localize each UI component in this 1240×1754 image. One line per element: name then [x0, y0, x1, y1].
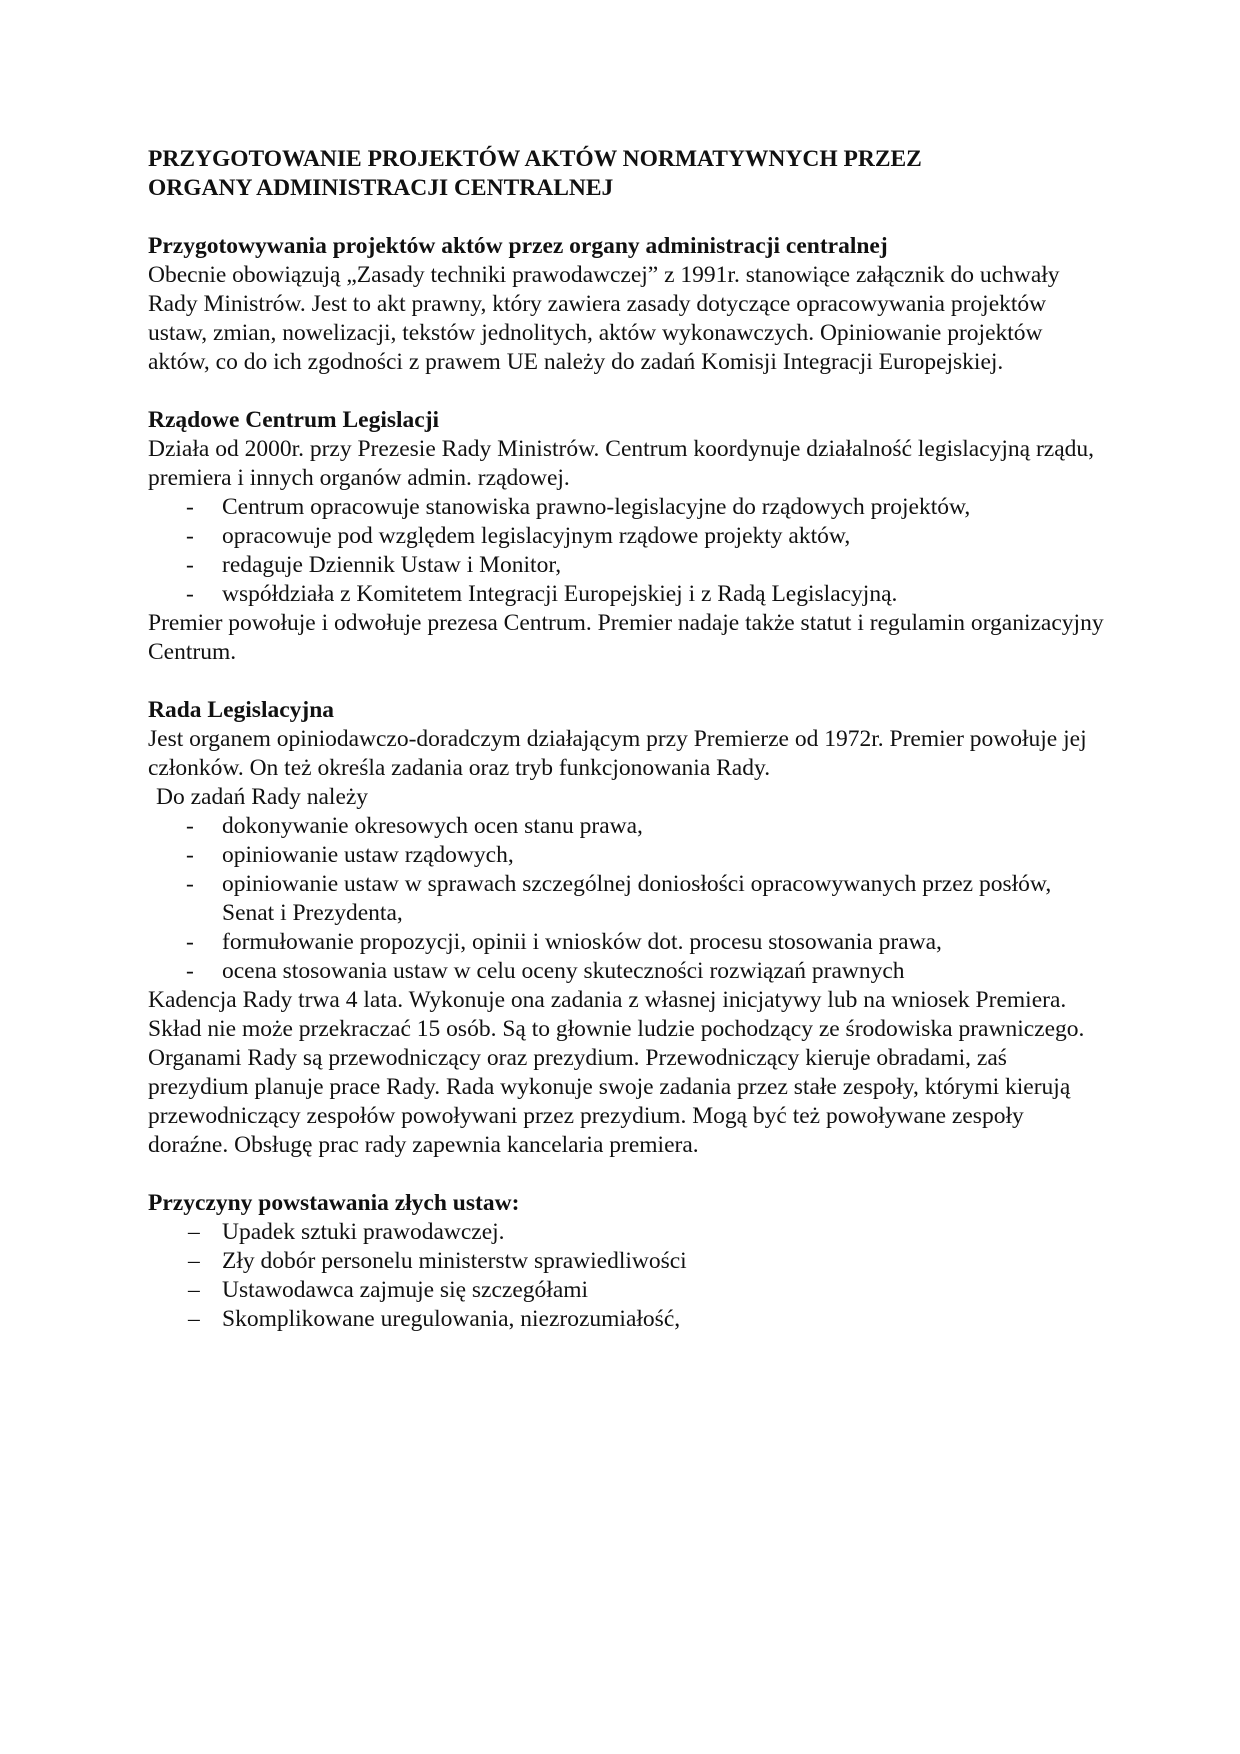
list-item: [148, 1218, 1108, 1247]
list-item-text: ocena stosowania ustaw w celu oceny skuteczności rozwiązań prawnych: [222, 958, 905, 984]
list-item-text: Upadek sztuki prawodawczej.: [222, 1219, 505, 1245]
list-item: [148, 928, 1108, 957]
list-item-text: Ustawodawca zajmuje się szczegółami: [222, 1277, 589, 1303]
bullet-marker: -: [186, 958, 194, 984]
title-line-2: ORGANY ADMINISTRACJI CENTRALNEJ: [148, 175, 614, 201]
bullet-marker: –: [188, 1277, 200, 1303]
section-outro: Premier powołuje i odwołuje prezesa Centrum. Premier nadaje także statut i regulamin organizacyjny Centrum.: [148, 610, 1104, 665]
document-page: [148, 145, 1108, 1334]
list-item: [148, 522, 1108, 551]
list-item-text: Centrum opracowuje stanowiska prawno-legislacyjne do rządowych projektów,: [222, 494, 971, 520]
section-projects: [148, 232, 1108, 377]
section-intro: Działa od 2000r. przy Prezesie Rady Ministrów. Centrum koordynuje działalność legislacyjną rządu, premiera i innych organów admin. rządowej.: [148, 436, 1095, 491]
bullet-marker: -: [186, 581, 194, 607]
list-item: [148, 841, 1108, 870]
bullet-marker: -: [186, 494, 194, 520]
section-heading: Rada Legislacyjna: [148, 697, 335, 723]
rada-task-list: [148, 812, 1108, 986]
list-item: [148, 870, 1108, 928]
list-item: [148, 493, 1108, 522]
list-item-text: dokonywanie okresowych ocen stanu prawa,: [222, 813, 643, 839]
list-item: [148, 551, 1108, 580]
section-outro: Kadencja Rady trwa 4 lata. Wykonuje ona zadania z własnej inicjatywy lub na wniosek Premiera. Skład nie może przekraczać 15 osób. Są to głownie ludzie pochodzący ze środowiska prawniczego. Organami Rady są przewodniczący oraz prezydium. Przewodniczący kieruje obradami, zaś prezydium planuje prace Rady. Rada wykonuje swoje zadania przez stałe zespoły, którymi kierują przewodniczący zespołów powoływani przez prezydium. Mogą być też powoływane zespoły doraźne. Obsługę prac rady zapewnia kancelaria premiera.: [148, 987, 1085, 1158]
rcl-task-list: [148, 493, 1108, 609]
bullet-marker: –: [188, 1219, 200, 1245]
list-item: [148, 580, 1108, 609]
section-rcl: [148, 406, 1108, 667]
list-item: [148, 1276, 1108, 1305]
bullet-marker: -: [186, 523, 194, 549]
list-item-text: Zły dobór personelu ministerstw sprawiedliwości: [222, 1248, 687, 1274]
list-item-text: redaguje Dziennik Ustaw i Monitor,: [222, 552, 562, 578]
section-paragraph: Obecnie obowiązują „Zasady techniki prawodawczej” z 1991r. stanowiące załącznik do uchwały Rady Ministrów. Jest to akt prawny, który zawiera zasady dotyczące opracowywania projektów ustaw, zmian, nowelizacji, tekstów jednolitych, aktów wykonawczych. Opiniowanie projektów aktów, co do ich zgodności z prawem UE należy do zadań Komisji Integracji Europejskiej.: [148, 262, 1060, 375]
section-bad-laws: [148, 1189, 1108, 1334]
causes-list: [148, 1218, 1108, 1334]
list-item: [148, 957, 1108, 986]
bullet-marker: -: [186, 842, 194, 868]
section-heading: Przyczyny powstawania złych ustaw:: [148, 1190, 520, 1216]
section-intro: Jest organem opiniodawczo-doradczym działającym przy Premierze od 1972r. Premier powołuje jej członków. On też określa zadania oraz tryb funkcjonowania Rady.: [148, 726, 1087, 781]
bullet-marker: –: [188, 1306, 200, 1332]
bullet-marker: –: [188, 1248, 200, 1274]
bullet-marker: -: [186, 871, 194, 897]
section-lead: Do zadań Rady należy: [156, 784, 369, 810]
list-item: [148, 812, 1108, 841]
list-item-text: współdziała z Komitetem Integracji Europejskiej i z Radą Legislacyjną.: [222, 581, 898, 607]
list-item-text: opiniowanie ustaw rządowych,: [222, 842, 514, 868]
section-heading: Rządowe Centrum Legislacji: [148, 407, 440, 433]
bullet-marker: -: [186, 929, 194, 955]
bullet-marker: -: [186, 552, 194, 578]
document-title: [148, 145, 1108, 203]
bullet-marker: -: [186, 813, 194, 839]
list-item-text: opracowuje pod względem legislacyjnym rządowe projekty aktów,: [222, 523, 851, 549]
section-heading: Przygotowywania projektów aktów przez organy administracji centralnej: [148, 233, 888, 259]
list-item-text: Skomplikowane uregulowania, niezrozumiałość,: [222, 1306, 681, 1332]
list-item: [148, 1247, 1108, 1276]
title-line-1: PRZYGOTOWANIE PROJEKTÓW AKTÓW NORMATYWNYCH PRZEZ: [148, 146, 922, 172]
list-item-text: opiniowanie ustaw w sprawach szczególnej doniosłości opracowywanych przez posłów, Senat i Prezydenta,: [222, 871, 1052, 926]
section-rada-legislacyjna: [148, 696, 1108, 1160]
list-item-text: formułowanie propozycji, opinii i wniosków dot. procesu stosowania prawa,: [222, 929, 942, 955]
list-item: [148, 1305, 1108, 1334]
